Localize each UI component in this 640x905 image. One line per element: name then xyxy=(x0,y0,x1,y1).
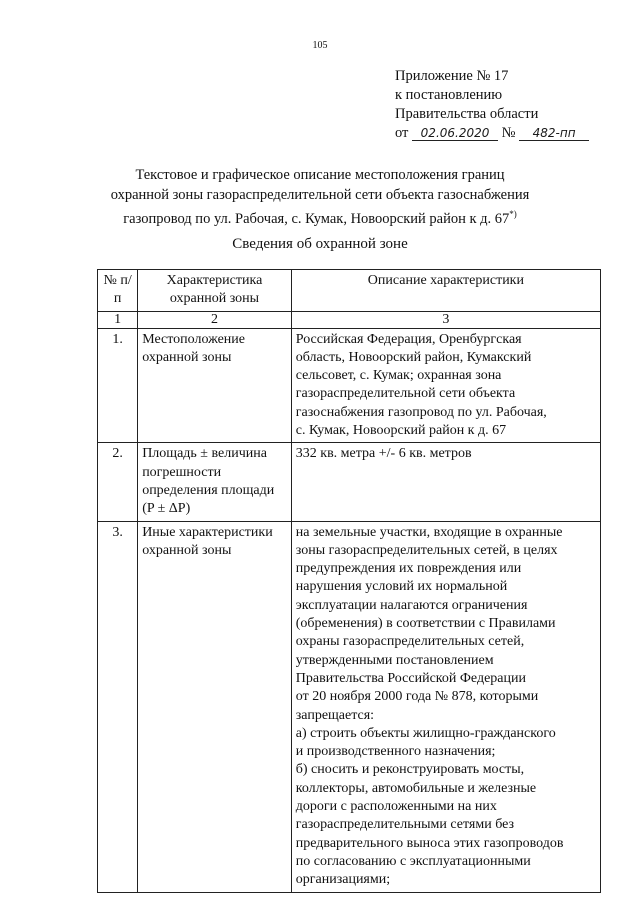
description-line: от 20 ноября 2000 года № 878, которыми xyxy=(295,689,539,705)
row-characteristic: Иные характеристики охранной зоны xyxy=(138,521,292,892)
description-line: охраны газораспределительных сетей, xyxy=(295,634,525,650)
characteristic-line: (P ± ΔP) xyxy=(142,501,191,517)
appendix-line-2: к постановлению xyxy=(395,87,503,103)
characteristic-line: погрешности xyxy=(142,464,222,480)
table-row xyxy=(98,443,601,521)
description-line: область, Новоорский район, Кумакский xyxy=(295,349,532,365)
table-index-row xyxy=(98,311,601,328)
appendix-line-1: Приложение № 17 xyxy=(395,68,509,84)
row-description xyxy=(291,521,600,892)
description-line: Правительства Российской Федерации xyxy=(295,670,526,686)
description-line: по согласованию с эксплуатационными xyxy=(295,853,531,869)
row-number: 1. xyxy=(98,328,138,443)
description-line: газораспределительной сети объекта xyxy=(295,386,516,402)
table-header-row xyxy=(98,270,601,312)
header-description: Описание характеристики xyxy=(291,270,600,312)
section-title: Сведения об охранной зоне xyxy=(232,236,408,252)
description-line: запрещается: xyxy=(295,707,375,723)
page-number: 105 xyxy=(312,40,328,51)
row-characteristic: Местоположение охранной зоны xyxy=(138,328,292,443)
row-number: 3. xyxy=(98,521,138,892)
handwritten-date: 02.06.2020 xyxy=(412,126,498,141)
row-characteristic xyxy=(138,443,292,521)
table-row xyxy=(98,328,601,443)
description-line: дороги с расположенными на них xyxy=(295,799,497,815)
description-line: б) сносить и реконструировать мосты, xyxy=(295,762,525,778)
from-label: от xyxy=(395,125,409,141)
number-label: № xyxy=(501,125,516,141)
description-line: а) строить объекты жилищно-гражданского xyxy=(295,725,556,741)
description-line: сельсовет, с. Кумак; охранная зона xyxy=(295,368,502,384)
index-cell-1: 1 xyxy=(98,311,138,328)
footnote-mark: *) xyxy=(509,209,517,219)
table-row xyxy=(98,521,601,892)
description-line: эксплуатации налагаются ограничения xyxy=(295,597,528,613)
title-line-1: Текстовое и графическое описание местоположения границ xyxy=(135,167,505,183)
description-line: организациями; xyxy=(295,872,391,888)
description-line: Российская Федерация, Оренбургская xyxy=(295,331,522,347)
characteristic-line: определения площади xyxy=(142,482,275,498)
description-line: 332 кв. метра +/- 6 кв. метров xyxy=(295,446,472,462)
appendix-block xyxy=(395,67,589,143)
row-number: 2. xyxy=(98,443,138,521)
description-line: предупреждения их повреждения или xyxy=(295,561,522,577)
description-line: с. Кумак, Новоорский район к д. 67 xyxy=(295,423,507,439)
description-line: зоны газораспределительных сетей, в целях xyxy=(295,542,558,558)
title-line-3-text: газопровод по ул. Рабочая, с. Кумак, Новоорский район к д. 67 xyxy=(123,210,510,227)
description-line: утвержденными постановлением xyxy=(295,652,494,668)
description-line: на земельные участки, входящие в охранные xyxy=(295,524,563,540)
description-line: предварительного выноса этих газопроводов xyxy=(295,835,564,851)
description-line: (обременения) в соответствии с Правилами xyxy=(295,616,556,632)
row-description xyxy=(291,328,600,443)
description-line: газоснабжения газопровод по ул. Рабочая, xyxy=(295,404,547,420)
index-cell-2: 2 xyxy=(138,311,292,328)
description-line: коллекторы, автомобильные и железные xyxy=(295,780,537,796)
title-line-3 xyxy=(80,205,560,229)
title-line-2: охранной зоны газораспределительной сети объекта газоснабжения xyxy=(110,186,530,203)
description-line: нарушения условий их нормальной xyxy=(295,579,508,595)
index-cell-3: 3 xyxy=(291,311,600,328)
characteristic-line: Площадь ± величина xyxy=(142,446,267,462)
appendix-signature-line xyxy=(395,124,589,143)
row-description xyxy=(291,443,600,521)
description-line: газораспределительными сетями без xyxy=(295,817,515,833)
handwritten-number: 482-пп xyxy=(519,126,589,141)
description-line: и производственного назначения; xyxy=(295,744,496,760)
header-number: № п/п xyxy=(98,270,138,312)
document-title xyxy=(80,166,560,229)
header-characteristic: Характеристика охранной зоны xyxy=(138,270,292,312)
appendix-line-3: Правительства области xyxy=(395,106,539,122)
zone-info-table xyxy=(97,269,601,893)
